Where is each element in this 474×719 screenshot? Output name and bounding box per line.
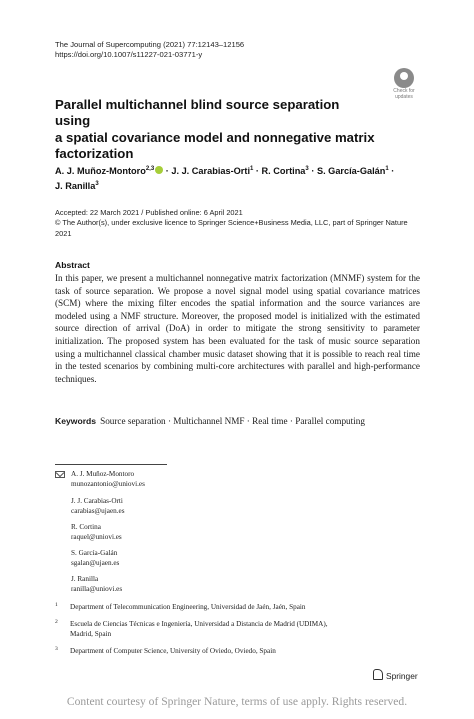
author-list: A. J. Muñoz-Montoro$^{2,3}$ · J. J. Carabias-Orti$^1$ · R. Cortina$^3$ · S. García-Galán$^1$ · J. Ranilla$^3$ [55, 166, 395, 192]
keywords-label: Keywords [55, 416, 97, 426]
contact-email[interactable]: munozantonio@uniovi.es [71, 479, 145, 488]
envelope-icon [55, 471, 65, 478]
contact-email[interactable]: sgalan@ujaen.es [71, 558, 120, 567]
crossmark-icon [394, 68, 414, 88]
journal-citation: The Journal of Supercomputing (2021) 77:12143–12156 [55, 40, 245, 49]
doi-link[interactable]: https://doi.org/10.1007/s11227-021-03771-y [55, 50, 203, 59]
footnote-divider [55, 464, 167, 465]
author-name: S. García-Galán [316, 166, 386, 177]
contact-name: J. Ranilla [71, 575, 99, 583]
correspondence-entry [71, 497, 125, 516]
correspondence-entry [71, 549, 119, 568]
author-name: J. J. Carabias-Orti [171, 166, 250, 177]
abstract-heading: Abstract [55, 260, 90, 270]
author-name: R. Cortina [261, 166, 306, 177]
contact-name: R. Cortina [71, 523, 101, 531]
springer-horse-icon [373, 669, 383, 680]
author-name: J. Ranilla [55, 181, 96, 192]
journal-header [55, 40, 244, 60]
contact-email[interactable]: carabias@ujaen.es [71, 506, 125, 515]
contact-name: S. García-Galán [71, 549, 118, 557]
keywords [55, 416, 425, 426]
paper-title: Parallel multichannel blind source separation using a spatial covariance model and nonnegative matrix factorization [55, 97, 375, 162]
correspondence-entry [71, 470, 145, 489]
contact-name: J. J. Carabias-Orti [71, 497, 123, 505]
crossmark-label: Check for updates [393, 88, 415, 100]
abstract-text: In this paper, we present a multichannel nonnegative matrix factorization (MNMF) system for the task of source separation. We propose a novel signal model using spatial covariance matrices (SCM) where the mixing filter encodes the spatial information and the source variances are modeled using a NMF structure. Moreover, the proposed model is initialized with the estimated source direction of arrival (DoA) in order to mitigate the strong sensitivity to parameter initialization. The proposed system has been evaluated for the task of music source separation using a multichannel classical chamber music dataset showing that it is possible to reach real time in the tested scenarios by combining multi-core architectures with parallel and high-performance techniques. [55, 273, 420, 384]
contact-name: A. J. Muñoz-Montoro [71, 470, 135, 478]
correspondence-entry [71, 575, 122, 594]
contact-email[interactable]: ranilla@uniovi.es [71, 584, 123, 593]
contact-email[interactable]: raquel@uniovi.es [71, 532, 122, 541]
publisher-logo: Springer [373, 669, 418, 681]
courtesy-notice: Content courtesy of Springer Nature, terms of use apply. Rights reserved. [66, 695, 408, 708]
check-for-updates-badge[interactable] [388, 68, 420, 102]
author-name: A. J. Muñoz-Montoro [55, 166, 146, 177]
correspondence-entry [71, 523, 122, 542]
publication-dates: Accepted: 22 March 2021 / Published online: 6 April 2021 © The Author(s), under exclusive licence to Springer Science+Business Media, LLC, part of Springer Nature 2021 [55, 208, 408, 238]
orcid-icon[interactable] [155, 166, 163, 174]
keywords-list: Source separation · Multichannel NMF · Real time · Parallel computing [100, 416, 365, 426]
